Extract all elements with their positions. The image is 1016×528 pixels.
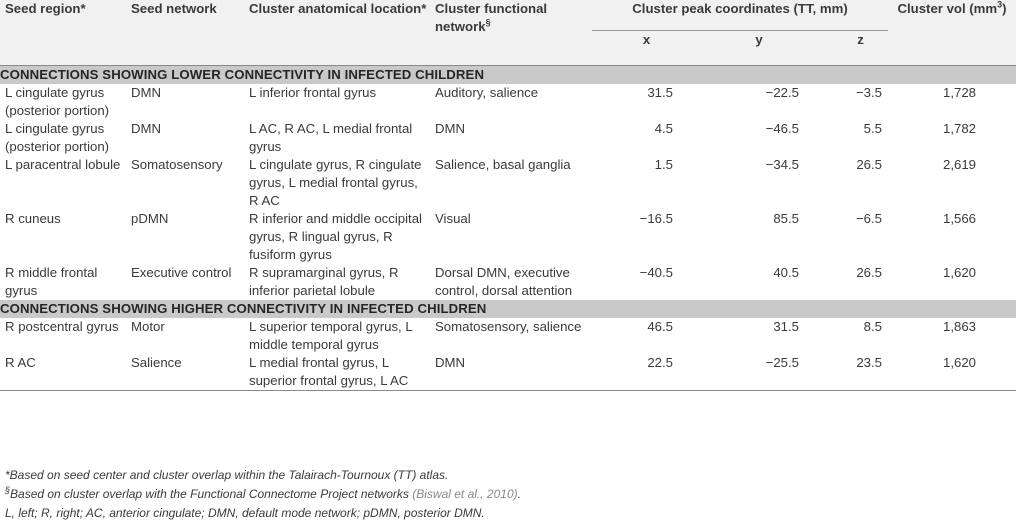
cell-seed-network: DMN bbox=[131, 85, 162, 100]
cell-coord-y: −25.5 bbox=[683, 354, 803, 391]
header-vol-sup: 3 bbox=[997, 0, 1003, 10]
cell-coord-x: 22.5 bbox=[592, 354, 683, 391]
footnote-section-mark: § bbox=[5, 485, 11, 495]
cell-seed-network: Executive control bbox=[131, 265, 232, 280]
footnote-section bbox=[5, 485, 521, 504]
header-cluster-functional bbox=[435, 0, 592, 55]
cell-seed-network: pDMN bbox=[131, 211, 169, 226]
table-body bbox=[0, 66, 1016, 391]
footnote-citation-link[interactable]: (Biswal et al., 2010) bbox=[412, 487, 518, 501]
cell-coord-z: 8.5 bbox=[863, 319, 883, 334]
section-header-row bbox=[0, 66, 1016, 85]
table-row bbox=[0, 84, 1016, 120]
cell-functional-network: Somatosensory, salience bbox=[435, 319, 582, 334]
header-seed-network: Seed network bbox=[131, 0, 249, 55]
header-z: z bbox=[803, 31, 888, 56]
header-vol-close: ) bbox=[1002, 1, 1007, 16]
cell-cluster-vol: 2,619 bbox=[943, 157, 977, 172]
cell-coord-x: 1.5 bbox=[654, 157, 673, 172]
section-title: CONNECTIONS SHOWING HIGHER CONNECTIVITY IN INFECTED CHILDREN bbox=[0, 300, 1016, 318]
table-row bbox=[0, 354, 1016, 391]
footnote-section-text: Based on cluster overlap with the Functional Connectome Project networks bbox=[10, 487, 413, 501]
cell-seed-network: Motor bbox=[131, 319, 165, 334]
cell-anatomical-location: L inferior frontal gyrus bbox=[249, 85, 377, 100]
cell-coord-y: −46.5 bbox=[765, 121, 799, 136]
cell-functional-network: DMN bbox=[435, 121, 466, 136]
cell-cluster-vol: 1,620 bbox=[943, 265, 977, 280]
table-row bbox=[0, 318, 1016, 354]
cell-seed-network: DMN bbox=[131, 121, 162, 136]
cell-anatomical-location: L AC, R AC, L medial frontal gyrus bbox=[249, 121, 413, 154]
cell-functional-network: Visual bbox=[435, 211, 471, 226]
cell-anatomical-location: R supramarginal gyrus, R inferior parietal lobule bbox=[249, 265, 399, 298]
table-row bbox=[0, 210, 1016, 264]
header-peak-coordinates: Cluster peak coordinates (TT, mm) bbox=[592, 0, 888, 31]
cell-anatomical-location: L cingulate gyrus, R cingulate gyrus, L medial frontal gyrus, R AC bbox=[249, 157, 422, 208]
cell-coord-y: 31.5 bbox=[773, 319, 799, 334]
footnote-section-end: . bbox=[517, 487, 521, 501]
cell-coord-z: 5.5 bbox=[863, 121, 883, 136]
footnote-abbreviations: L, left; R, right; AC, anterior cingulate; DMN, default mode network; pDMN, posterior DMN. bbox=[5, 506, 485, 520]
cell-coord-x: 4.5 bbox=[654, 121, 673, 136]
cell-anatomical-location: L medial frontal gyrus, L superior frontal gyrus, L AC bbox=[249, 354, 435, 391]
cell-coord-x: −40.5 bbox=[639, 265, 673, 280]
cell-coord-z: −3.5 bbox=[855, 85, 883, 100]
cell-cluster-vol: 1,566 bbox=[943, 211, 977, 226]
cell-seed-network: Somatosensory bbox=[131, 157, 223, 172]
cell-seed-region: L cingulate gyrus (posterior portion) bbox=[5, 121, 110, 154]
cell-coord-x: −16.5 bbox=[639, 211, 673, 226]
cell-coord-z: 23.5 bbox=[803, 354, 888, 391]
cell-cluster-vol: 1,782 bbox=[943, 121, 977, 136]
header-y: y bbox=[683, 31, 803, 56]
cell-seed-region: R postcentral gyrus bbox=[5, 319, 119, 334]
cell-anatomical-location: L superior temporal gyrus, L middle temporal gyrus bbox=[249, 319, 413, 352]
section-title: CONNECTIONS SHOWING LOWER CONNECTIVITY IN INFECTED CHILDREN bbox=[0, 66, 1016, 85]
cell-functional-network: DMN bbox=[435, 354, 592, 391]
table-footnotes bbox=[5, 466, 521, 523]
header-functional-sup: § bbox=[485, 17, 491, 28]
cell-coord-z: 26.5 bbox=[856, 157, 883, 172]
header-x: x bbox=[592, 31, 683, 56]
cell-seed-region: R middle frontal gyrus bbox=[5, 265, 98, 298]
cell-coord-y: 40.5 bbox=[773, 265, 799, 280]
header-vol-text: Cluster vol (mm bbox=[897, 1, 998, 16]
cell-cluster-vol: 1,863 bbox=[943, 319, 977, 334]
cell-anatomical-location: R inferior and middle occipital gyrus, R lingual gyrus, R fusiform gyrus bbox=[249, 211, 422, 262]
header-cluster-anatomical bbox=[249, 0, 435, 55]
cell-coord-z: −6.5 bbox=[855, 211, 883, 226]
cell-functional-network: Auditory, salience bbox=[435, 85, 539, 100]
cell-coord-x: 31.5 bbox=[647, 85, 673, 100]
header-seed-region: Seed region* bbox=[0, 0, 131, 55]
cell-seed-region: R cuneus bbox=[5, 211, 61, 226]
cell-cluster-vol: 1,728 bbox=[943, 85, 977, 100]
cell-functional-network: Salience, basal ganglia bbox=[435, 157, 571, 172]
cell-coord-z: 26.5 bbox=[856, 265, 883, 280]
cell-coord-y: −22.5 bbox=[765, 85, 799, 100]
header-cluster-functional-text: Cluster functional network bbox=[435, 1, 548, 34]
header-cluster-anatomical-text: Cluster anatomical location* bbox=[249, 1, 427, 16]
cell-coord-y: −34.5 bbox=[765, 157, 799, 172]
header-cluster-vol bbox=[888, 0, 1016, 55]
cell-seed-region: L paracentral lobule bbox=[5, 157, 121, 172]
table-row bbox=[0, 156, 1016, 210]
cell-functional-network: Dorsal DMN, executive control, dorsal attention bbox=[435, 265, 573, 298]
footnote-star: *Based on seed center and cluster overlap within the Talairach-Tournoux (TT) atlas. bbox=[5, 468, 449, 482]
cell-cluster-vol: 1,620 bbox=[888, 354, 1016, 391]
table-row bbox=[0, 120, 1016, 156]
cell-seed-region: L cingulate gyrus (posterior portion) bbox=[5, 85, 110, 118]
cell-seed-network: Salience bbox=[131, 354, 249, 391]
cell-coord-x: 46.5 bbox=[647, 319, 673, 334]
section-header-row bbox=[0, 300, 1016, 318]
cell-coord-y: 85.5 bbox=[773, 211, 799, 226]
table-row bbox=[0, 264, 1016, 300]
cell-seed-region: R AC bbox=[0, 354, 131, 391]
